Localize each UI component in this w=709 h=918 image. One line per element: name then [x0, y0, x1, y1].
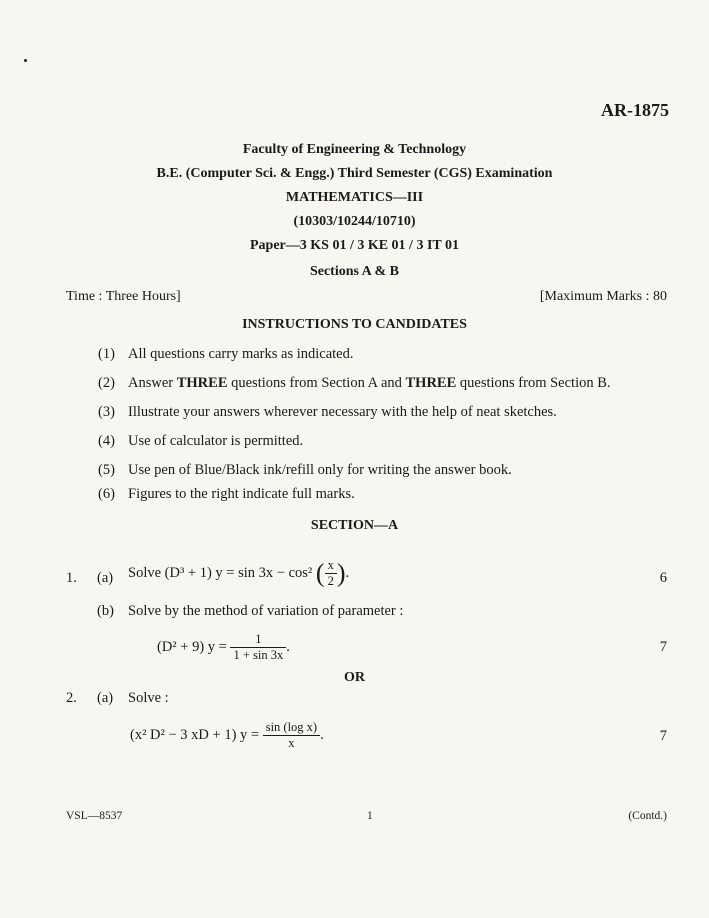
question-1b-label: (b): [97, 603, 114, 619]
question-1-number: 1.: [66, 570, 77, 586]
left-paren: (: [315, 558, 325, 588]
question-1a-label: (a): [97, 570, 114, 586]
max-marks-label: [Maximum Marks : 80: [539, 289, 667, 304]
instruction-text: Use of calculator is permitted.: [128, 433, 304, 449]
instruction-text: All questions carry marks as indicated.: [128, 346, 354, 362]
question-2a-marks: 7: [659, 728, 667, 744]
footer-paper-code: VSL—8537: [66, 810, 123, 822]
instruction-1: [98, 346, 354, 363]
instructions-title: INSTRUCTIONS TO CANDIDATES: [242, 317, 467, 332]
instruction-text-post: questions from Section B.: [456, 375, 611, 391]
instruction-number: (2): [98, 375, 115, 391]
question-1a-text: Solve (D³ + 1) y = sin 3x − cos² ( $\frac{x}{2}$ ).: [128, 558, 350, 588]
question-2a-text: Solve :: [128, 690, 169, 706]
question-1b-marks: 7: [659, 639, 667, 655]
instruction-4: [98, 433, 303, 450]
question-1a-expression: Solve (D³ + 1) y = sin 3x − cos²: [128, 564, 313, 581]
question-2a-equation: (x² D² − 3 xD + 1) y = $\frac{\text{sin (log x)}}{x}$ .: [130, 720, 324, 750]
fraction-numerator: 1: [255, 632, 262, 646]
time-label: Time : Three Hours]: [66, 289, 181, 304]
scan-speck: [24, 59, 27, 62]
course-heading: B.E. (Computer Sci. & Engg.) Third Semester (CGS) Examination: [156, 166, 553, 181]
right-paren: ): [336, 558, 346, 588]
instruction-2: [98, 375, 611, 392]
fraction-denominator: x: [263, 735, 320, 751]
equation-lhs: (D² + 9) y =: [157, 638, 227, 655]
paper-heading: Paper—3 KS 01 / 3 KE 01 / 3 IT 01: [250, 238, 459, 253]
question-2a-label: (a): [97, 690, 114, 706]
question-1b-equation: (D² + 9) y = $\frac{1}{1 + \sin 3x}$ .: [157, 632, 290, 662]
paper-code: AR-1875: [601, 100, 669, 120]
subject-heading: MATHEMATICS—III: [285, 190, 424, 205]
instruction-number: (1): [98, 346, 115, 362]
instruction-number: (5): [98, 462, 115, 478]
fraction-numerator: sin (log x): [265, 720, 318, 734]
faculty-heading: Faculty of Engineering & Technology: [242, 142, 467, 157]
fraction-denominator: 1 + sin 3x: [230, 647, 286, 663]
instruction-number: (6): [98, 486, 115, 502]
or-divider: OR: [344, 670, 365, 685]
instruction-text: Illustrate your answers wherever necessary with the help of neat sketches.: [128, 404, 557, 420]
question-1a-marks: 6: [659, 570, 667, 586]
instruction-5: [98, 462, 512, 479]
instruction-text: Use pen of Blue/Black ink/refill only for writing the answer book.: [128, 462, 512, 478]
question-1b-text: Solve by the method of variation of parameter :: [128, 603, 404, 619]
instruction-emphasis: THREE: [405, 375, 457, 391]
fraction-1-over-1-plus-sin3x: [230, 632, 286, 663]
instruction-text-mid: questions from Section A and: [227, 375, 406, 391]
instruction-text-pre: Answer: [128, 375, 177, 391]
section-a-heading: SECTION—A: [310, 518, 399, 533]
instruction-number: (4): [98, 433, 115, 449]
instruction-emphasis: THREE: [176, 375, 228, 391]
instruction-number: (3): [98, 404, 115, 420]
instruction-text: Figures to the right indicate full marks.: [128, 486, 355, 502]
fraction-denominator: 2: [325, 573, 337, 589]
instruction-3: [98, 404, 557, 421]
sections-heading: Sections A & B: [309, 264, 400, 279]
subject-codes: (10303/10244/10710): [293, 214, 416, 229]
fraction-numerator: x: [327, 558, 334, 572]
equation-lhs: (x² D² − 3 xD + 1) y =: [130, 726, 260, 743]
page-number: 1: [367, 810, 373, 822]
continued-label: (Contd.): [628, 810, 667, 822]
instruction-6: [98, 486, 355, 503]
fraction-x-over-2: [325, 558, 337, 589]
fraction-sinlogx-over-x: [263, 720, 320, 751]
question-2-number: 2.: [66, 690, 77, 706]
